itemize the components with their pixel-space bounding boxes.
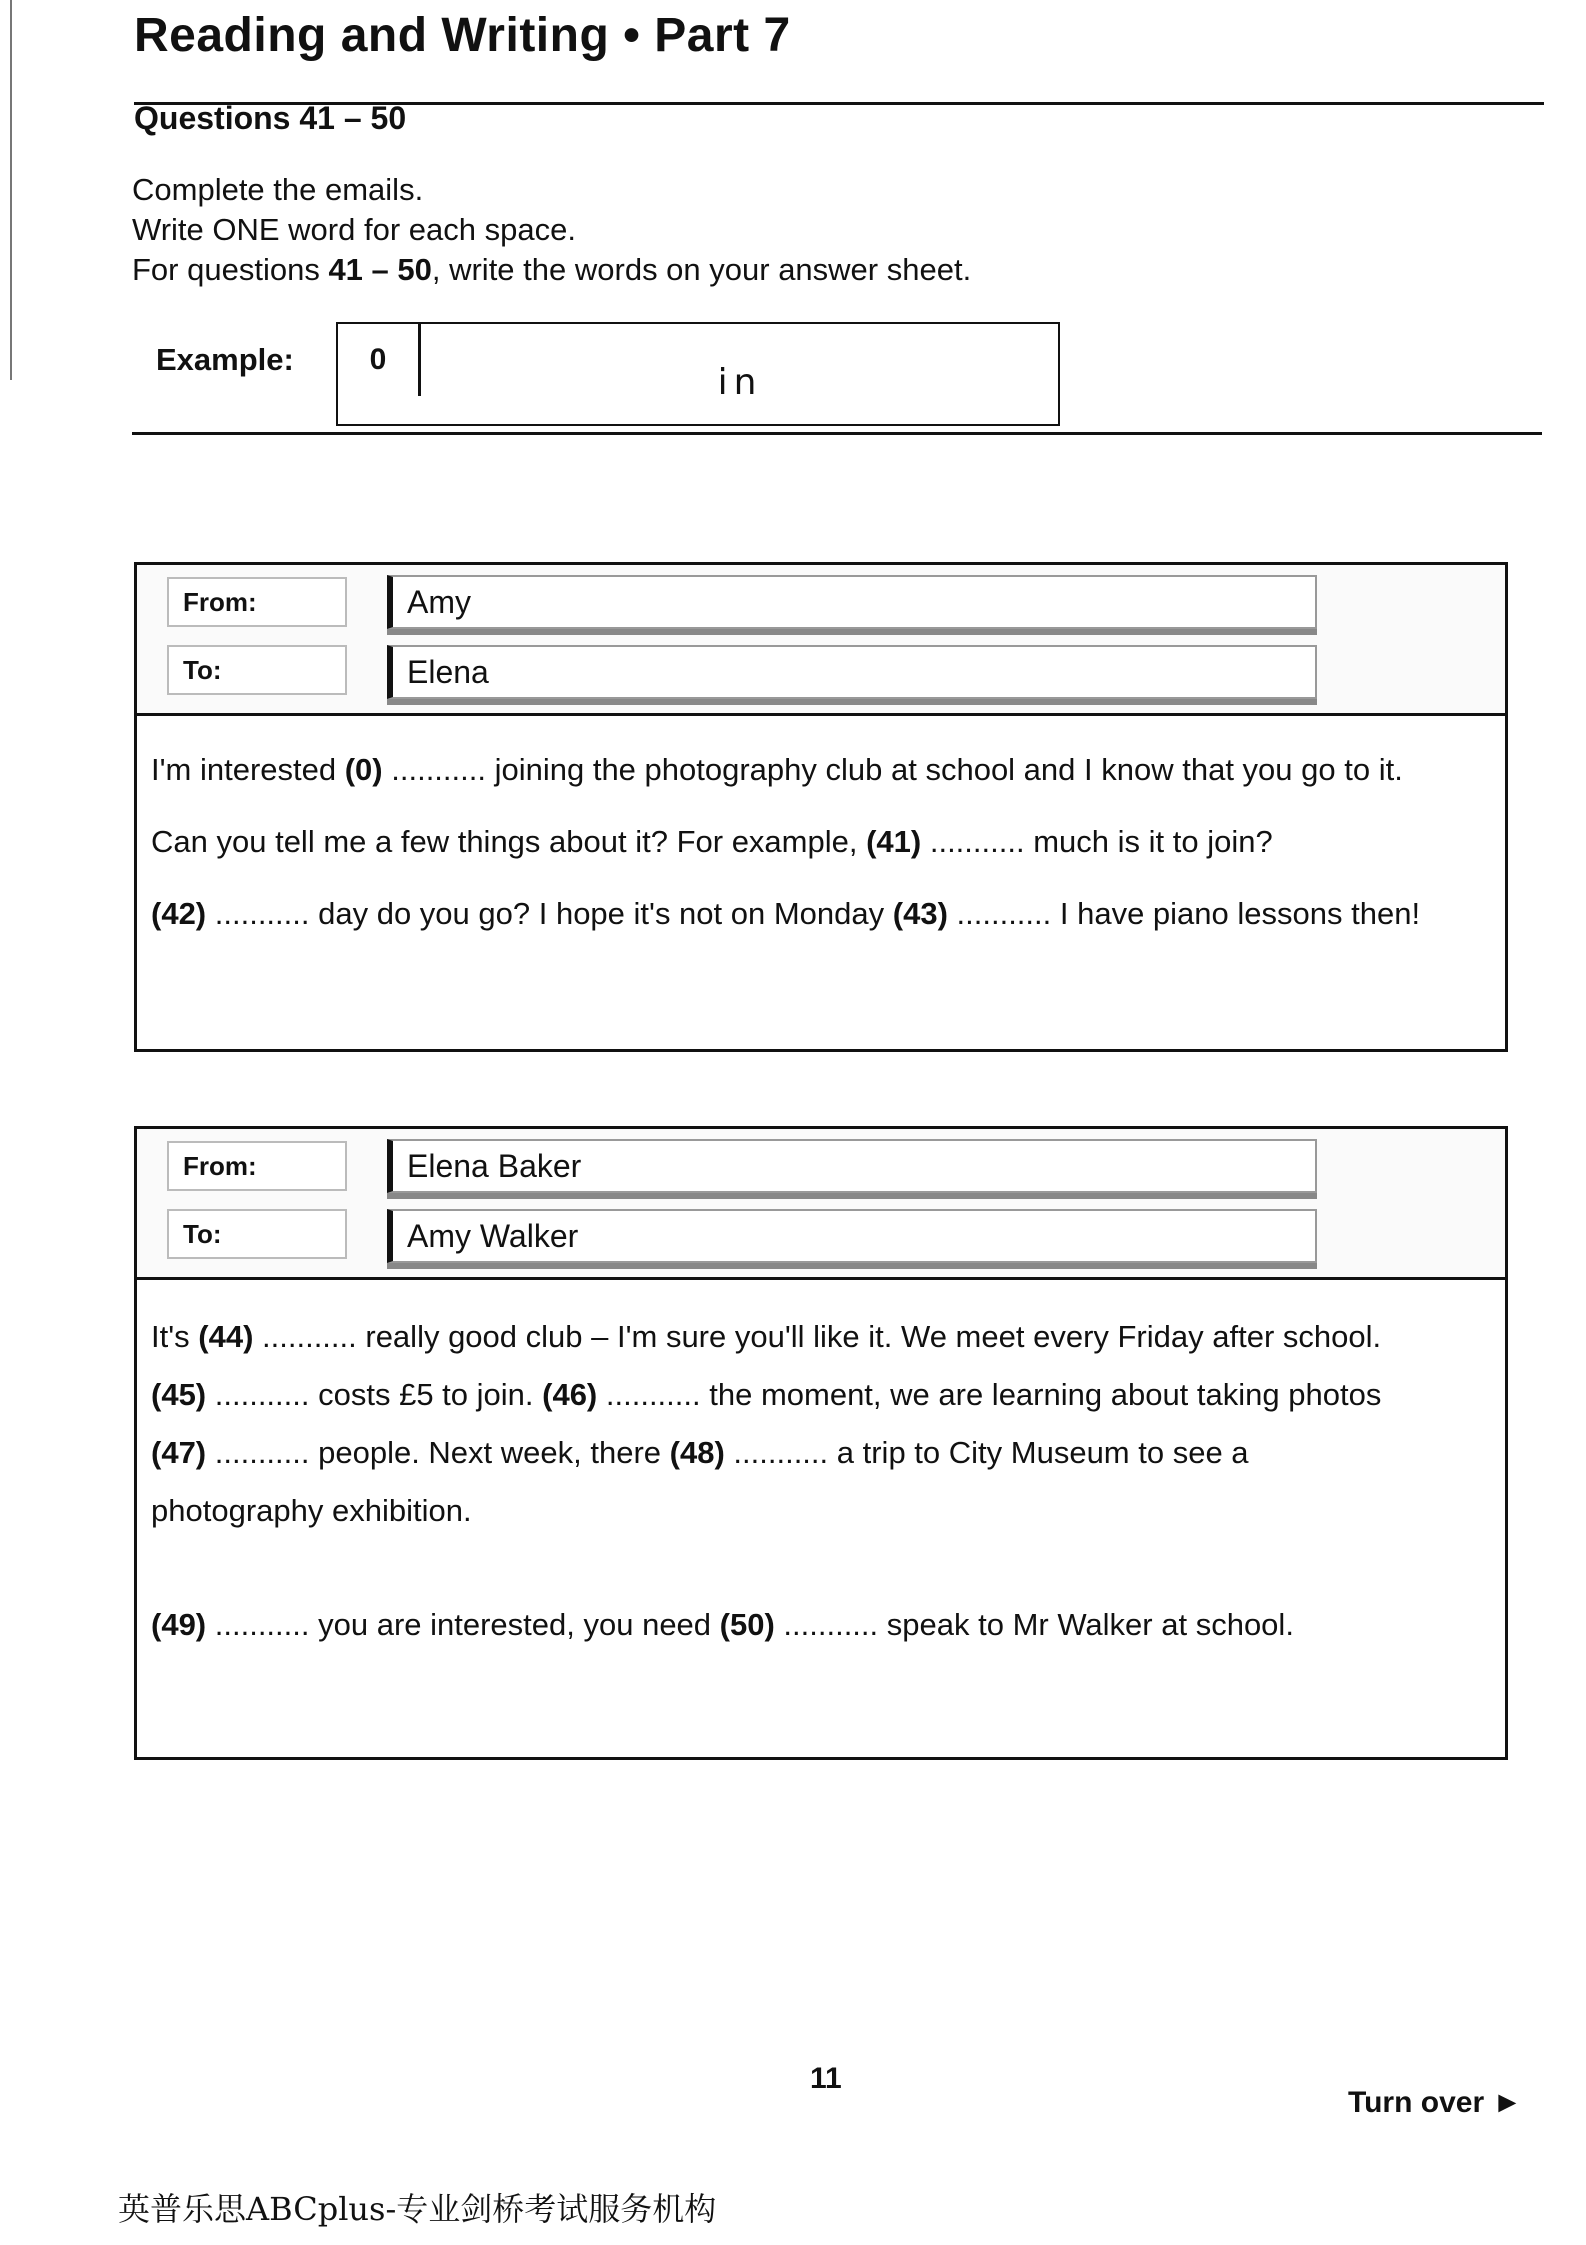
text: ........... speak to Mr Walker at school.: [774, 1607, 1294, 1642]
question-number: (44): [198, 1319, 254, 1354]
question-number: (49): [151, 1607, 207, 1642]
instruction-3-pre: For questions: [132, 252, 329, 287]
question-number: (50): [719, 1607, 775, 1642]
email-2-to-field: Amy Walker: [387, 1209, 1317, 1263]
email-1-body: [137, 716, 1505, 970]
text: ........... day do you go? I hope it's not on Monday: [206, 896, 893, 931]
text: ........... people. Next week, there: [206, 1435, 670, 1470]
page-number: 11: [810, 2062, 842, 2095]
turn-over-label: Turn over ►: [1348, 2086, 1523, 2119]
email-1-from-field: Amy: [387, 575, 1317, 629]
text: It's: [151, 1319, 199, 1354]
email-2-header: [137, 1129, 1505, 1280]
text: ........... a trip to City Museum to see a: [724, 1435, 1249, 1470]
question-number: (48): [669, 1435, 725, 1470]
instruction-3-range: 41 – 50: [328, 252, 432, 287]
email-1: [134, 562, 1508, 1052]
text: photography exhibition.: [151, 1493, 472, 1528]
email-2-from-field: Elena Baker: [387, 1139, 1317, 1193]
email-2-line-2: [151, 1366, 1491, 1424]
example-answer: in: [717, 361, 763, 403]
text: ........... the moment, we are learning about taking photos: [597, 1377, 1382, 1412]
questions-range: Questions 41 – 50: [134, 100, 407, 136]
text: ........... costs £5 to join.: [206, 1377, 543, 1412]
email-1-from-label: From:: [167, 577, 347, 627]
email-1-to-field: Elena: [387, 645, 1317, 699]
email-2-body: [137, 1280, 1505, 1674]
email-2-line-3: [151, 1424, 1491, 1482]
email-2-line-4: [151, 1482, 1491, 1540]
example-label: Example:: [156, 342, 294, 377]
instruction-2: Write ONE word for each space.: [132, 212, 576, 247]
text: Can you tell me a few things about it? For example,: [151, 824, 867, 859]
question-number: (43): [892, 896, 948, 931]
question-number: (0): [344, 752, 383, 787]
text: ........... much is it to join?: [921, 824, 1273, 859]
question-number: (45): [151, 1377, 207, 1412]
section-rule: [132, 432, 1542, 435]
email-2: [134, 1126, 1508, 1760]
question-number: (41): [866, 824, 922, 859]
example-box: [336, 322, 1060, 426]
email-1-line-2: [151, 806, 1491, 878]
instruction-1: Complete the emails.: [132, 172, 424, 207]
email-2-to-label: To:: [167, 1209, 347, 1259]
text: ........... joining the photography club at school and I know that you go to it.: [382, 752, 1403, 787]
question-number: (47): [151, 1435, 207, 1470]
question-number: (46): [542, 1377, 598, 1412]
text: ........... I have piano lessons then!: [947, 896, 1421, 931]
email-1-line-1: [151, 734, 1491, 806]
page-title: Reading and Writing • Part 7: [134, 9, 791, 62]
scan-margin-mark: [10, 0, 12, 380]
email-2-from-label: From:: [167, 1141, 347, 1191]
question-number: (42): [151, 896, 207, 931]
email-1-line-3: [151, 878, 1491, 950]
email-2-line-1: [151, 1308, 1491, 1366]
text: ........... really good club – I'm sure you'll like it. We meet every Friday after school.: [253, 1319, 1382, 1354]
instruction-3: [132, 252, 971, 288]
email-1-to-label: To:: [167, 645, 347, 695]
email-2-line-5: [151, 1596, 1491, 1654]
text: I'm interested: [151, 752, 345, 787]
email-1-header: [137, 565, 1505, 716]
text: ........... you are interested, you need: [206, 1607, 720, 1642]
instruction-3-post: , write the words on your answer sheet.: [431, 252, 972, 287]
footer-watermark: 英普乐思ABCplus-专业剑桥考试服务机构: [118, 2190, 717, 2228]
example-number: 0: [338, 324, 421, 396]
